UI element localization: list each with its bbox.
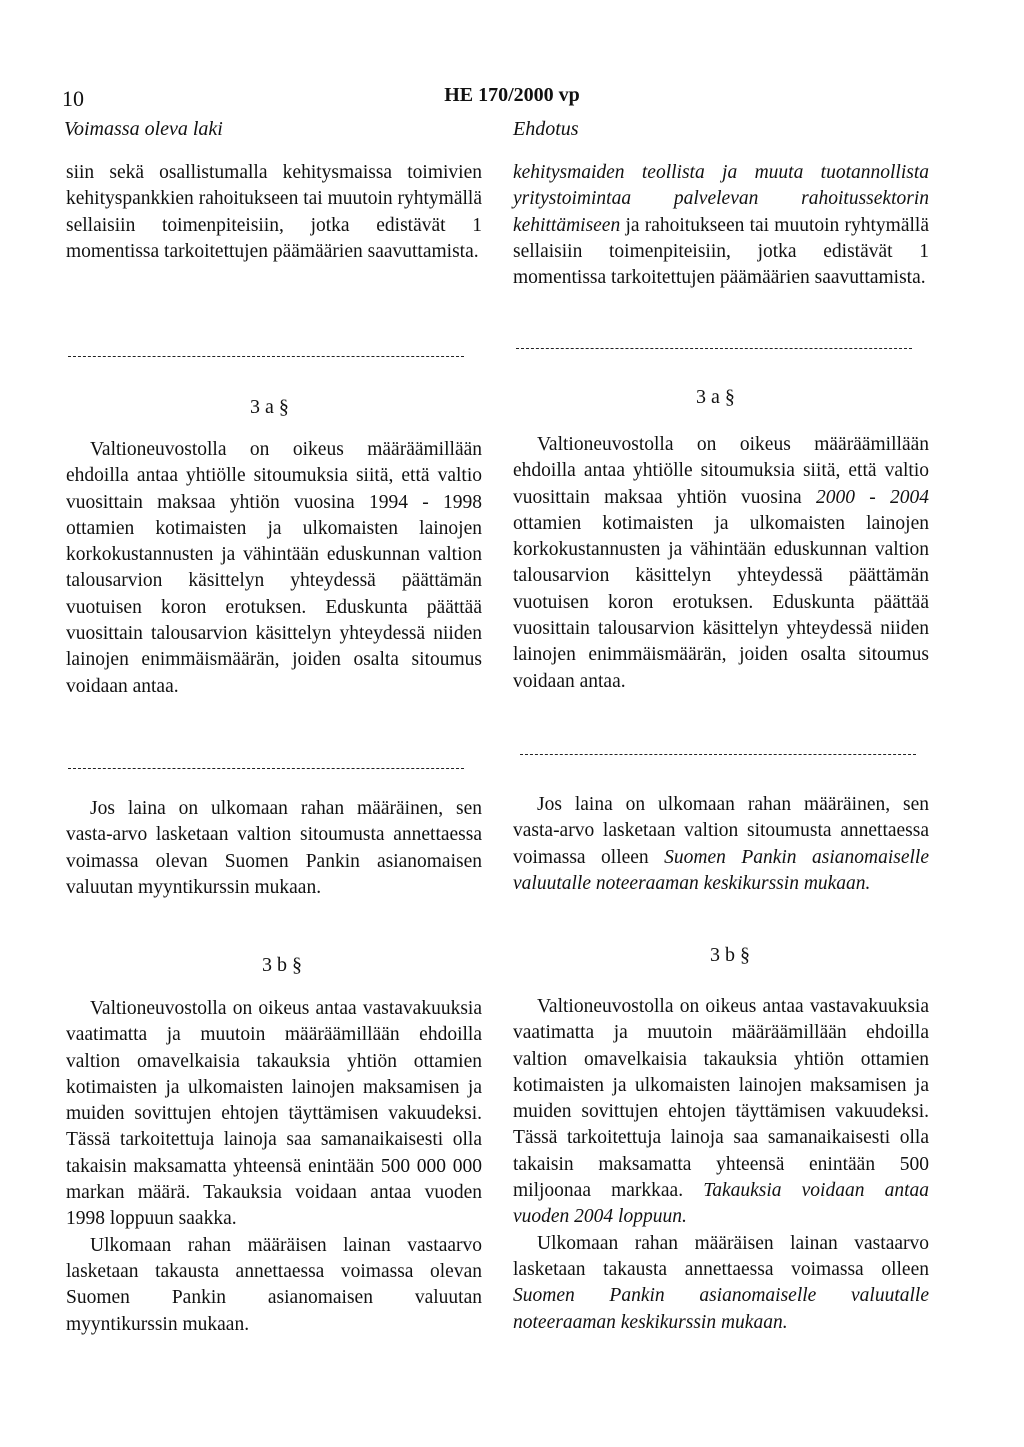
- page-number: 10: [62, 86, 84, 111]
- document-id: HE 170/2000 vp: [444, 84, 580, 106]
- right-3a-mom2-paragraph: [513, 792, 929, 897]
- left-intro-paragraph: [66, 160, 482, 265]
- left-3b-text-1: Valtioneuvostolla on oikeus antaa vastavakuuksia vaatimatta ja muutoin määräämillään ehdoilla valtion omavelkaisia takauksia yhtiön ottamien kotimaisten ja ulkomaisten lainojen maksamisen ja muiden sovittujen ehtojen täyttämisen vakuudeksi. Tässä tarkoitettuja lainoja saa samanaikaisesti olla takaisin maksamatta yhteensä enintään 500 000 000 markan määrä. Takauksia voidaan antaa vuoden 1998 loppuun saakka.: [66, 998, 482, 1230]
- right-3b-text-2-italic: Suomen Pankin asianomaiselle valuutalle noteeraaman keskikurssin mukaan.: [513, 1285, 929, 1333]
- left-section-3b-heading: 3 b §: [262, 954, 302, 976]
- left-3b-paragraphs: [66, 996, 482, 1338]
- left-separator-2: [68, 768, 464, 769]
- right-3a-mom2-italic: Suomen Pankin asianomaiselle valuutalle noteeraaman keskikurssin mukaan.: [513, 846, 929, 894]
- right-3a-text: [513, 432, 929, 695]
- left-column-label: Voimassa oleva laki: [64, 118, 223, 140]
- right-3b-text-1: [513, 994, 929, 1231]
- right-3b-text-2-a: Ulkomaan rahan määräisen lainan vastaarvo lasketaan takausta annettaessa voimassa olleen: [513, 1232, 929, 1280]
- right-intro-italic: kehitysmaiden teollista ja muuta tuotannollista yritystoimintaa palvelevan rahoitussektorin kehittämiseen: [513, 162, 929, 236]
- right-3a-years: 2000 - 2004: [815, 486, 929, 508]
- right-3a-mom2-a: Jos laina on ulkomaan rahan määräinen, sen vasta-arvo lasketaan valtion sitoumusta annettaessa voimassa olleen: [513, 794, 929, 868]
- right-section-3a-heading: 3 a §: [696, 386, 735, 408]
- right-intro-text: [513, 160, 929, 291]
- right-3a-mom2-text: [513, 792, 929, 897]
- right-3b-text-1-a: Valtioneuvostolla on oikeus antaa vastavakuuksia vaatimatta ja muutoin määräämillään ehdoilla valtion omavelkaisia takauksia yhtiön ottamien kotimaisten ja ulkomaisten lainojen maksamisen ja muiden sovittujen ehtojen täyttämisen vakuudeksi. Tässä tarkoitettuja lainoja saa samanaikaisesti olla takaisin maksamatta yhteensä enintään 500 miljoonaa markkaa.: [513, 996, 929, 1202]
- right-separator-2: [520, 754, 916, 755]
- right-column-label: Ehdotus: [513, 118, 579, 140]
- right-3a-text-a: Valtioneuvostolla on oikeus määräämillään ehdoilla antaa yhtiölle sitoumuksia siitä, että valtio vuosittain maksaa yhtiön vuosina: [513, 434, 929, 508]
- left-intro-text: siin sekä osallistumalla kehitysmaissa toimivien kehityspankkien rahoitukseen tai muutoin ryhtymällä sellaisiin toimenpiteisiin, jotka edistävät 1 momentissa tarkoitettujen päämäärien saavuttamista.: [66, 162, 482, 262]
- right-3b-paragraphs: [513, 994, 929, 1336]
- left-3a-mom2-text: Jos laina on ulkomaan rahan määräinen, sen vasta-arvo lasketaan valtion sitoumusta annettaessa voimassa olevan Suomen Pankin asianomaisen valuutan myyntikurssin mukaan.: [66, 798, 482, 898]
- right-3b-text-2: [513, 1231, 929, 1336]
- right-3a-text-b: ottamien kotimaisten ja ulkomaisten lainojen korkokustannusten ja vähintään eduskunnan valtion talousarvion käsittelyn yhteydessä päättämän vuotuisen koron erotuksen. Eduskunta päättää vuosittain talousarvion käsittelyn yhteydessä niiden lainojen enimmäismäärän, joiden osalta sitoumus voidaan antaa.: [513, 512, 929, 692]
- left-3a-mom2-paragraph: [66, 796, 482, 901]
- right-3b-text-1-italic: Takauksia voidaan antaa vuoden 2004 loppuun.: [513, 1180, 929, 1228]
- right-separator-1: [516, 348, 912, 349]
- left-separator-1: [68, 356, 464, 357]
- right-section-3b-heading: 3 b §: [710, 944, 750, 966]
- left-3b-text-2: Ulkomaan rahan määräisen lainan vastaarvo lasketaan takausta annettaessa voimassa olevan Suomen Pankin asianomaisen valuutan myyntikurssin mukaan.: [66, 1234, 482, 1335]
- right-intro-paragraph: [513, 160, 929, 291]
- left-section-3a-heading: 3 a §: [250, 396, 289, 418]
- right-intro-rest: ja rahoitukseen tai muutoin ryhtymällä sellaisiin toimenpiteisiin, jotka edistävät 1 momentissa tarkoitettujen päämäärien saavuttamista.: [513, 214, 929, 289]
- right-3a-paragraph: [513, 432, 929, 695]
- left-3a-text: Valtioneuvostolla on oikeus määräämillään ehdoilla antaa yhtiölle sitoumuksia siitä, että valtio vuosittain maksaa yhtiön vuosina 1994 - 1998 ottamien kotimaisten ja ulkomaisten lainojen korkokustannusten ja vähintään eduskunnan valtion talousarvion käsittelyn yhteydessä päättämän vuotuisen koron erotuksen. Eduskunta päättää vuosittain talousarvion käsittelyn yhteydessä niiden lainojen enimmäismäärän, joiden osalta sitoumus voidaan antaa.: [66, 439, 482, 697]
- left-3a-paragraph: [66, 437, 482, 700]
